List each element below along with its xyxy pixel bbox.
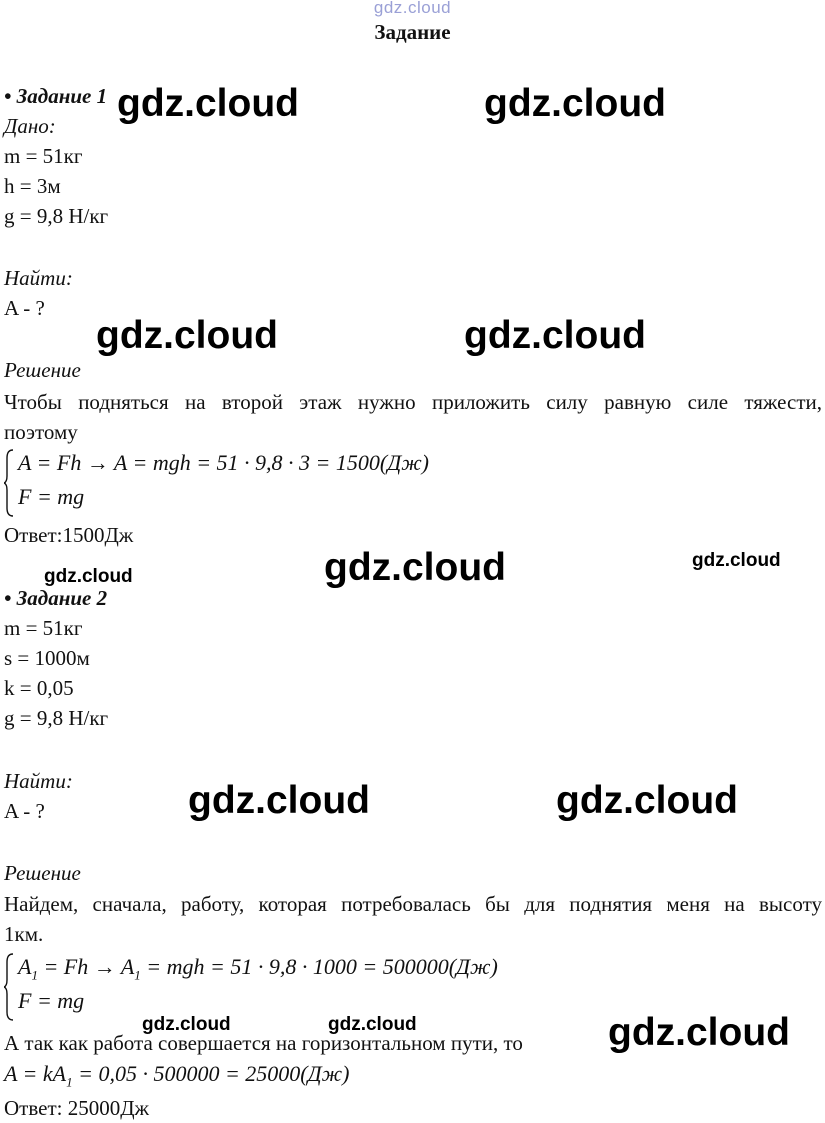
watermark: gdz.cloud <box>324 546 506 589</box>
task1-find: A - ? <box>4 296 45 320</box>
page-title: Задание <box>374 20 451 44</box>
task2-given-coefficient: k = 0,05 <box>4 676 74 700</box>
formula-var: A <box>18 954 32 979</box>
task2-formula-final <box>4 1061 349 1090</box>
task1-formula-work: A = Fh → A = mgh = 51 · 9,8 · 3 = 1500(Дж) <box>18 450 430 475</box>
task1-solution-text-2: поэтому <box>4 420 78 444</box>
task1-answer: Ответ:1500Дж <box>4 523 134 547</box>
formula-subscript: 1 <box>66 1074 73 1090</box>
watermark: gdz.cloud <box>117 82 299 125</box>
task1-given-g: g = 9,8 Н/кг <box>4 204 109 228</box>
task2-answer: Ответ: 25000Дж <box>4 1096 150 1120</box>
task2-find-label: Найти: <box>4 769 73 793</box>
task2-solution-text-2: 1км. <box>4 922 44 946</box>
watermark: gdz.cloud <box>484 82 666 125</box>
site-logo: gdz.cloud <box>373 0 452 17</box>
task1-formula-system <box>4 448 444 518</box>
task1-solution-text: Чтобы подняться на второй этаж нужно приложить силу равную силе тяжести, <box>4 390 822 414</box>
task2-formula-work <box>18 954 498 983</box>
task1-formula-force: F = mg <box>18 484 85 509</box>
watermark: gdz.cloud <box>608 1011 790 1054</box>
watermark: gdz.cloud <box>328 1014 417 1035</box>
watermark: gdz.cloud <box>44 566 133 587</box>
task2-horizontal-text: А так как работа совершается на горизонтальном пути, то <box>4 1031 523 1055</box>
watermark: gdz.cloud <box>692 550 781 571</box>
task2-heading: • Задание 2 <box>4 586 108 610</box>
task2-solution-label: Решение <box>4 861 81 885</box>
task1-heading: • Задание 1 <box>4 84 108 108</box>
formula-part: = Fh → A <box>37 954 135 979</box>
formula-part: = mgh = 51 · 9,8 · 1000 = 500000(Дж) <box>140 954 498 979</box>
watermark: gdz.cloud <box>142 1014 231 1035</box>
watermark: gdz.cloud <box>464 314 646 357</box>
watermark: gdz.cloud <box>96 314 278 357</box>
watermark: gdz.cloud <box>556 779 738 822</box>
task1-find-label: Найти: <box>4 266 73 290</box>
task2-given-g: g = 9,8 Н/кг <box>4 706 109 730</box>
task1-solution-label: Решение <box>4 358 81 382</box>
formula-subscript: 1 <box>31 967 38 983</box>
task1-given-height: h = 3м <box>4 174 61 198</box>
brace-icon <box>4 952 14 1022</box>
formula-part: = 0,05 · 500000 = 25000(Дж) <box>72 1061 350 1086</box>
task2-given-distance: s = 1000м <box>4 646 90 670</box>
task2-formula-force: F = mg <box>18 988 85 1013</box>
task2-solution-text: Найдем, сначала, работу, которая потребовалась бы для поднятия меня на высоту <box>4 892 822 916</box>
formula-part: A = kA <box>4 1061 67 1086</box>
formula-subscript: 1 <box>134 967 141 983</box>
task2-given-mass: m = 51кг <box>4 616 83 640</box>
brace-icon <box>4 448 14 518</box>
watermark: gdz.cloud <box>188 779 370 822</box>
task1-given-mass: m = 51кг <box>4 144 83 168</box>
task2-find: A - ? <box>4 799 45 823</box>
task1-given-label: Дано: <box>4 114 56 138</box>
task2-formula-system <box>4 952 524 1022</box>
